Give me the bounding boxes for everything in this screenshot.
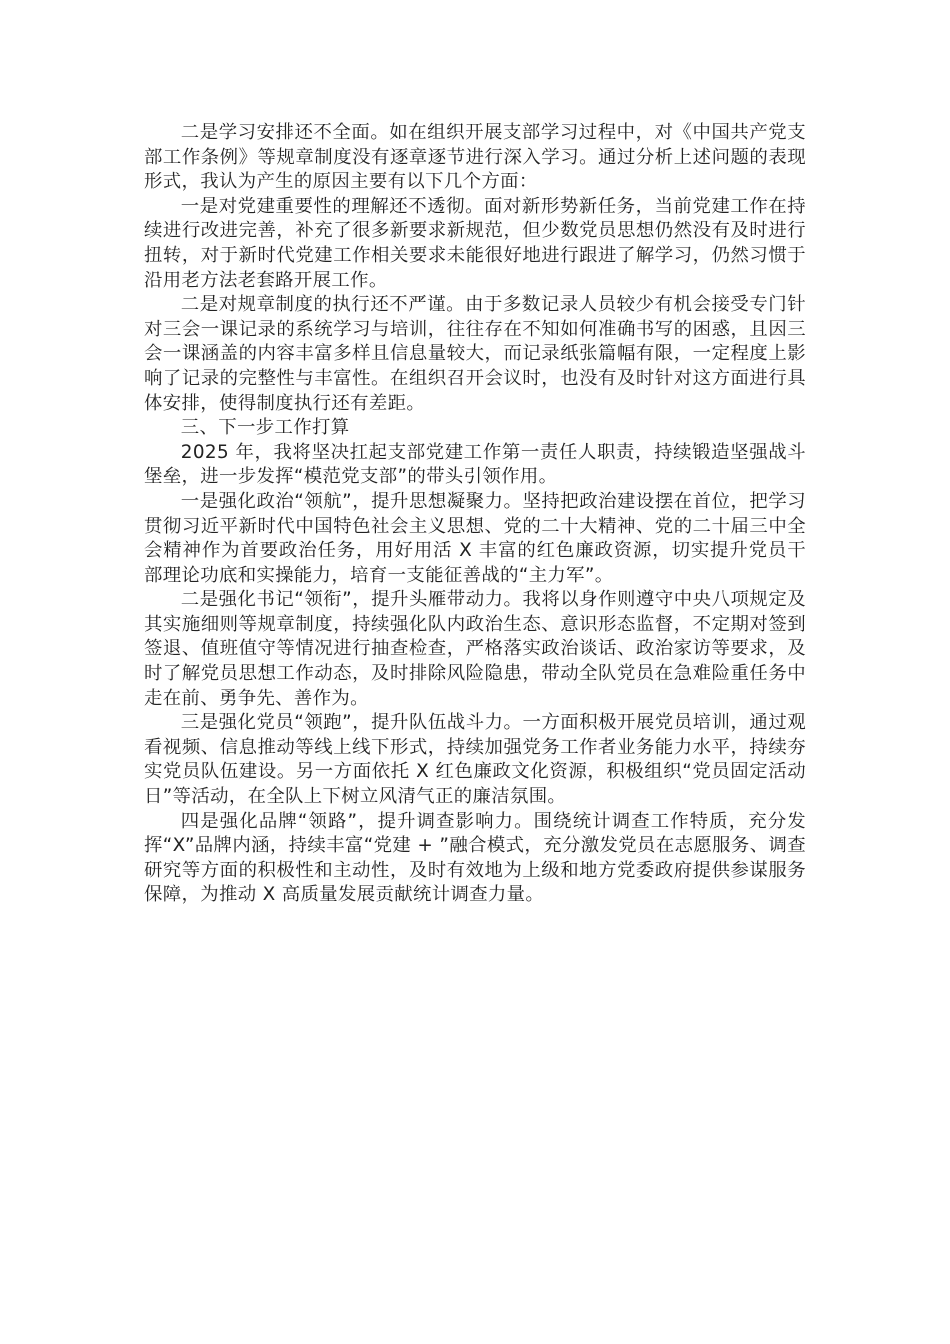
paragraph-cause-execution: 二是对规章制度的执行还不严谨。由于多数记录人员较少有机会接受专门针对三会一课记录的系统学习与培训，往往存在不知如何准确书写的困惑，且因三会一课涵盖的内容丰富多样且信息量较大，而记录纸张篇幅有限，一定程度上影响了记录的完整性与丰富性。在组织召开会议时，也没有及时针对这方面进行具体安排，使得制度执行还有差距。 xyxy=(144,294,806,414)
paragraph-cause-understanding: 一是对党建重要性的理解还不透彻。面对新形势新任务，当前党建工作在持续进行改进完善，补充了很多新要求新规范，但少数党员思想仍然没有及时进行扭转，对于新时代党建工作相关要求未能很好地进行跟进了解学习，仍然习惯于沿用老方法老套路开展工作。 xyxy=(144,195,806,291)
section-heading-next-steps: 三、下一步工作打算 xyxy=(180,417,350,439)
document-page xyxy=(144,121,806,908)
paragraph-study-arrangement: 二是学习安排还不全面。如在组织开展支部学习过程中，对《中国共产党支部工作条例》等规章制度没有逐章逐节进行深入学习。通过分析上述问题的表现形式，我认为产生的原因主要有以下几个方面： xyxy=(144,122,806,193)
paragraph-2025-plan: 2025 年，我将坚决扛起支部党建工作第一责任人职责，持续锻造坚强战斗堡垒，进一步发挥“模范党支部”的带头引领作用。 xyxy=(144,441,806,488)
paragraph-political-lead: 一是强化政治“领航”，提升思想凝聚力。坚持把政治建设摆在首位，把学习贯彻习近平新时代中国特色社会主义思想、党的二十大精神、党的二十届三中全会精神作为首要政治任务，用好用活 X 丰富的红色廉政资源，切实提升党员干部理论功底和实操能力，培育一支能征善战的“主力军”。 xyxy=(144,490,806,586)
paragraph-secretary-lead: 二是强化书记“领衔”，提升头雁带动力。我将以身作则遵守中央八项规定及其实施细则等规章制度，持续强化队内政治生态、意识形态监督，不定期对签到签退、值班值守等情况进行抽查检查，严格落实政治谈话、政治家访等要求，及时了解党员思想工作动态，及时排除风险隐患，带动全队党员在急难险重任务中走在前、勇争先、善作为。 xyxy=(144,589,806,709)
paragraph-brand-lead: 四是强化品牌“领路”，提升调查影响力。围绕统计调查工作特质，充分发挥“X”品牌内涵，持续丰富“党建 + ”融合模式，充分激发党员在志愿服务、调查研究等方面的积极性和主动性，及时有效地为上级和地方党委政府提供参谋服务保障，为推动 X 高质量发展贡献统计调查力量。 xyxy=(144,810,806,906)
paragraph-member-lead: 三是强化党员“领跑”，提升队伍战斗力。一方面积极开展党员培训，通过观看视频、信息推动等线上线下形式，持续加强党务工作者业务能力水平，持续夯实党员队伍建设。另一方面依托 X 红色廉政文化资源，积极组织“党员固定活动日”等活动，在全队上下树立风清气正的廉洁氛围。 xyxy=(144,712,806,808)
